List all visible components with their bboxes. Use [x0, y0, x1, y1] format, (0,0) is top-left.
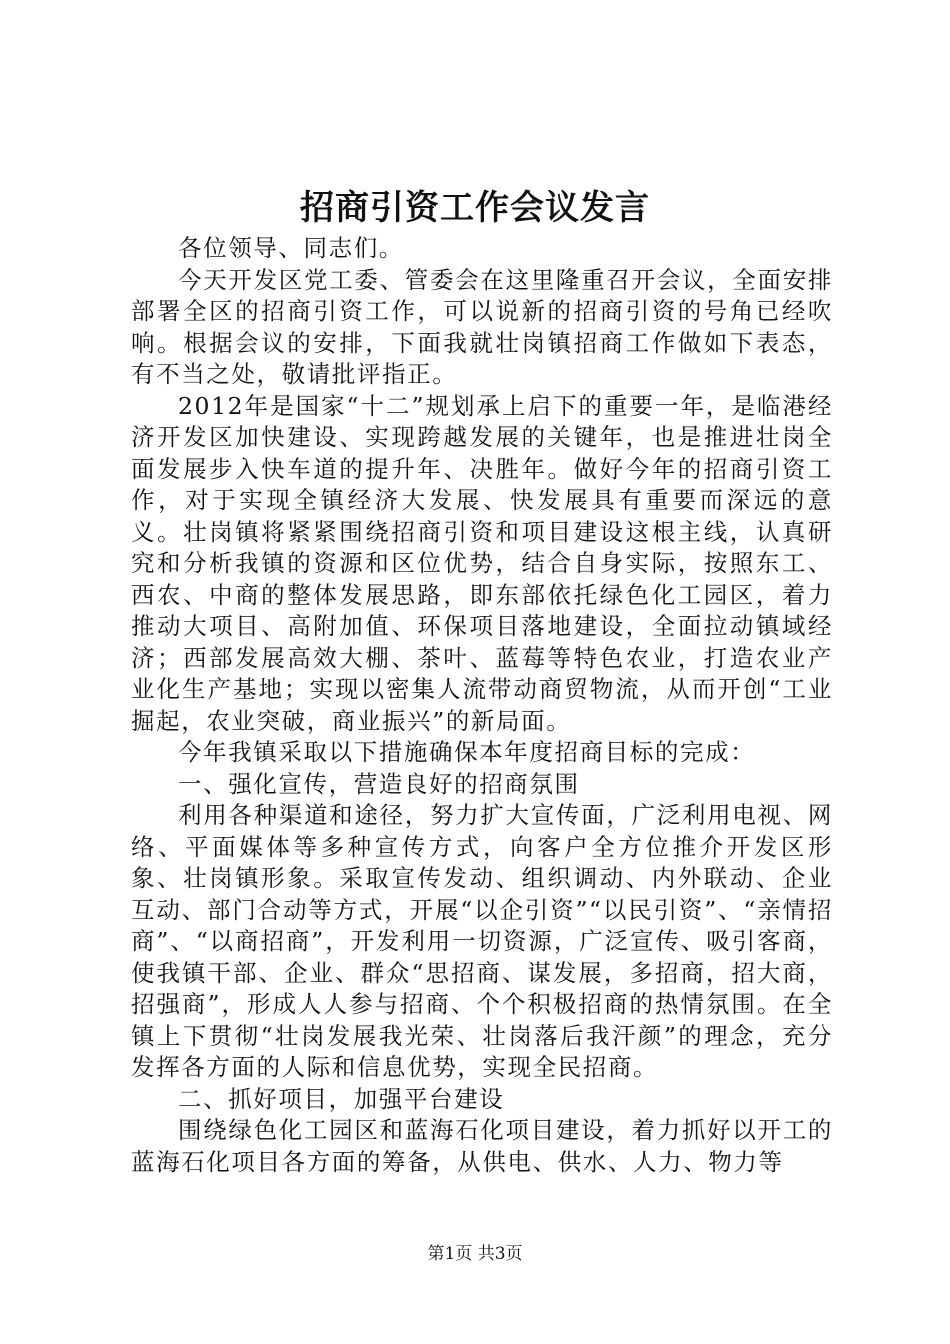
greeting-paragraph: 各位领导、同志们。: [178, 234, 404, 262]
body-paragraph: 2012年是国家“十二”规划承上启下的重要一年，是临港经济开发区加快建设、实现跨越发展的关键年，也是推进壮岗全面发展步入快车道的提升年、决胜年。做好今年的招商引资工作，对于实现全镇经济大发展、快发展具有重要而深远的意义。壮岗镇将紧紧围绕招商引资和项目建设这根主线，认真研究和分析我镇的资源和区位优势，结合自身实际，按照东工、西农、中商的整体发展思路，即东部依托绿色化工园区，着力推动大项目、高附加值、环保项目落地建设，全面拉动镇域经济；西部发展高效大棚、茶叶、蓝莓等特色农业，打造农业产业化生产基地；实现以密集人流带动商贸物流，从而开创“工业掘起，农业突破，商业振兴”的新局面。: [131, 391, 833, 735]
section-heading: 二、抓好项目，加强平台建设: [178, 1084, 505, 1113]
page-number-footer: 第1页 共3页: [427, 1244, 523, 1264]
body-paragraph: 今年我镇采取以下措施确保本年度招商目标的完成：: [178, 738, 756, 766]
body-paragraph: 利用各种渠道和途径，努力扩大宣传面，广泛利用电视、网络、平面媒体等多种宣传方式，向客户全方位推介开发区形象、壮岗镇形象。采取宣传发动、组织调动、内外联动、企业互动、部门合动等方式，开展“以企引资”“以民引资”、“亲情招商”、“以商招商”，开发利用一切资源，广泛宣传、吸引客商，使我镇干部、企业、群众“思招商、谋发展，多招商，招大商，招强商”，形成人人参与招商、个个积极招商的热情氛围。在全镇上下贯彻“壮岗发展我光荣、壮岗落后我汗颜”的理念，充分发挥各方面的人际和信息优势，实现全民招商。: [131, 801, 833, 1081]
document-body: [131, 233, 833, 1178]
document-title: 招商引资工作会议发言: [300, 188, 650, 228]
body-paragraph: 今天开发区党工委、管委会在这里隆重召开会议，全面安排部署全区的招商引资工作，可以说新的招商引资的号角已经吹响。根据会议的安排，下面我就壮岗镇招商工作做如下表态，有不当之处，敬请批评指正。: [131, 265, 833, 388]
section-heading: 一、强化宣传，营造良好的招商氛围: [178, 769, 580, 798]
body-paragraph: 围绕绿色化工园区和蓝海石化项目建设，着力抓好以开工的蓝海石化项目各方面的筹备，从供电、供水、人力、物力等: [131, 1116, 833, 1176]
